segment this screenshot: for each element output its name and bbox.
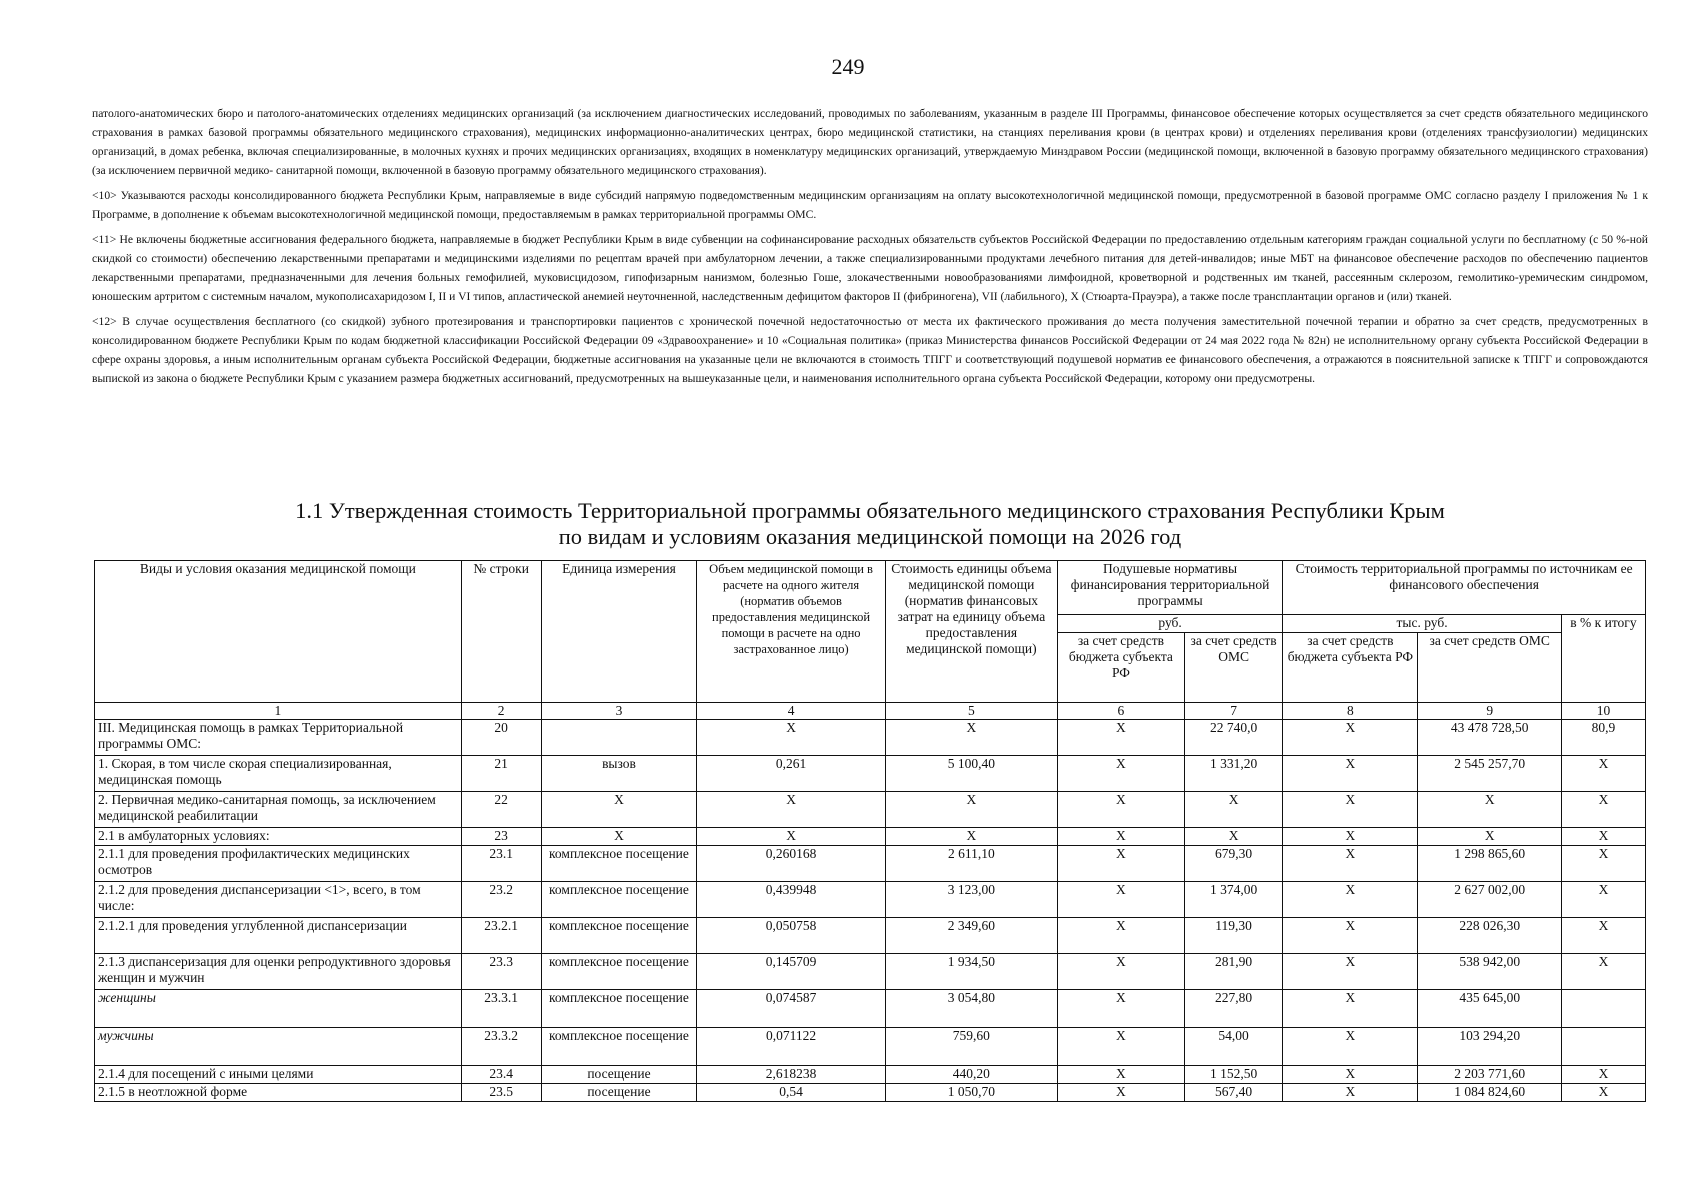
cell-unit: X (541, 792, 697, 828)
cell-cost: 3 123,00 (885, 882, 1057, 918)
cell-tp-oms: 103 294,20 (1418, 1028, 1561, 1066)
cell-pc-oms: 1 152,50 (1184, 1066, 1282, 1084)
cell-pc-oms: 22 740,0 (1184, 720, 1282, 756)
cell-unit: комплексное посещение (541, 918, 697, 954)
cell-volume: 0,050758 (697, 918, 885, 954)
page-number: 249 (831, 54, 865, 79)
cell-pct (1561, 990, 1645, 1028)
cell-cost: X (885, 828, 1057, 846)
cell-cost: X (885, 720, 1057, 756)
cell-tp-budget: X (1283, 846, 1418, 882)
cell-tp-oms: 1 298 865,60 (1418, 846, 1561, 882)
cell-volume: X (697, 720, 885, 756)
cell-volume: 0,54 (697, 1084, 885, 1102)
cell-unit: комплексное посещение (541, 882, 697, 918)
cell-name: 2.1.2.1 для проведения углубленной диспансеризации (95, 918, 462, 954)
column-number: 3 (541, 703, 697, 720)
footnote-12: <12> В случае осуществления бесплатного (со скидкой) зубного протезирования и транспортировки пациентов с хронической почечной недостаточностью от места их фактического проживания до места получения заместительной почечной терапии и обратно за счет средств, предусмотренных в консолидированном бюджете Республики Крым по кодам бюджетной классификации Российской Федерации 09 «Здравоохранение» и 10 «Социальная политика» (приказ Министерства финансов Российской Федерации от 24 мая 2022 года № 82н) не исполнительному органу субъекта Российской Федерации в сфере охраны здоровья, а иным исполнительным органам субъекта Российской Федерации, бюджетные ассигнования на указанные цели не включаются в стоимость ТПГГ и соответствующий подушевой норматив ее финансового обеспечения, а отражаются в пояснительной записке к ТПГГ и сопровождаются выпиской из закона о бюджете Республики Крым с указанием размера бюджетных ассигнований, предусмотренных на вышеуказанные цели, и наименования исполнительного органа субъекта Российской Федерации, которому они предусмотрены. (92, 315, 1648, 385)
cell-tp-oms: 2 203 771,60 (1418, 1066, 1561, 1084)
table-row (95, 1066, 1646, 1084)
cell-tp-oms: 228 026,30 (1418, 918, 1561, 954)
header-unit-cost: Стоимость единицы объема медицинской помощи (норматив финансовых затрат на единицу объема предоставления медицинской помощи) (885, 561, 1057, 703)
cell-pct: X (1561, 846, 1645, 882)
footnote-continuation: патолого-анатомических бюро и патолого-анатомических отделениях медицинских организаций (за исключением диагностических исследований, проводимых по заболеваниям, указанным в разделе III Программы, финансовое обеспечение которых осуществляется за счет средств обязательного медицинского страхования в рамках базовой программы обязательного медицинского страхования), медицинских информационно-аналитических центрах, бюро медицинской статистики, на станциях переливания крови (в центрах крови) и отделениях переливания крови (отделениях трансфузиологии) медицинских организаций, в домах ребенка, включая специализированные, в молочных кухнях и прочих медицинских организациях, входящих в номенклатуру медицинских организаций, утверждаемую Минздравом России (медицинской помощи, включенной в базовую программу обязательного медицинского страхования) (за исключением первичной медико- санитарной помощи, включенной в базовую программу обязательного медицинского страхования). (92, 107, 1648, 177)
cell-pct: X (1561, 954, 1645, 990)
cell-pc-budget: X (1057, 1028, 1184, 1066)
cost-table (94, 560, 1646, 1102)
table-row (95, 846, 1646, 882)
cell-name: 2.1.3 диспансеризация для оценки репродуктивного здоровья женщин и мужчин (95, 954, 462, 990)
cell-tp-oms: 435 645,00 (1418, 990, 1561, 1028)
column-number: 9 (1418, 703, 1561, 720)
cell-pc-budget: X (1057, 990, 1184, 1028)
cell-tp-budget: X (1283, 828, 1418, 846)
cell-volume: 2,618238 (697, 1066, 885, 1084)
cell-volume: 0,074587 (697, 990, 885, 1028)
column-number: 8 (1283, 703, 1418, 720)
table-row (95, 720, 1646, 756)
cell-row: 23.1 (461, 846, 541, 882)
cell-unit: комплексное посещение (541, 990, 697, 1028)
cell-row: 23.3.1 (461, 990, 541, 1028)
column-number: 6 (1057, 703, 1184, 720)
cell-row: 21 (461, 756, 541, 792)
cell-name: 1. Скорая, в том числе скорая специализированная, медицинская помощь (95, 756, 462, 792)
cell-pc-budget: X (1057, 828, 1184, 846)
column-number: 10 (1561, 703, 1645, 720)
cell-volume: 0,071122 (697, 1028, 885, 1066)
cell-name: 2. Первичная медико-санитарная помощь, за исключением медицинской реабилитации (95, 792, 462, 828)
column-number: 1 (95, 703, 462, 720)
cell-pc-oms: X (1184, 792, 1282, 828)
cell-pc-budget: X (1057, 756, 1184, 792)
cell-name: 2.1.5 в неотложной форме (95, 1084, 462, 1102)
cell-pc-oms: 567,40 (1184, 1084, 1282, 1102)
cell-cost: 2 349,60 (885, 918, 1057, 954)
cell-name: 2.1.4 для посещений с иными целями (95, 1066, 462, 1084)
cell-tp-budget: X (1283, 1066, 1418, 1084)
cell-tp-budget: X (1283, 1028, 1418, 1066)
table-row (95, 1084, 1646, 1102)
cell-tp-budget: X (1283, 882, 1418, 918)
table-row (95, 792, 1646, 828)
cell-unit: X (541, 828, 697, 846)
column-number: 2 (461, 703, 541, 720)
cell-unit: вызов (541, 756, 697, 792)
section-title (92, 498, 1648, 550)
cell-row: 23.3 (461, 954, 541, 990)
cell-unit (541, 720, 697, 756)
cell-pc-oms: 1 331,20 (1184, 756, 1282, 792)
cell-pc-oms: 227,80 (1184, 990, 1282, 1028)
section-title-line2: по видам и условиям оказания медицинской помощи на 2026 год (558, 524, 1182, 549)
cell-tp-budget: X (1283, 756, 1418, 792)
cell-unit: посещение (541, 1084, 697, 1102)
header-unit-rub: руб. (1057, 615, 1282, 633)
cell-pct: X (1561, 918, 1645, 954)
cell-name: женщины (95, 990, 462, 1028)
column-number: 7 (1184, 703, 1282, 720)
cell-cost: 440,20 (885, 1066, 1057, 1084)
cell-pc-budget: X (1057, 1084, 1184, 1102)
cell-row: 23.2 (461, 882, 541, 918)
cell-row: 22 (461, 792, 541, 828)
header-pc-oms: за счет средств ОМС (1184, 633, 1282, 703)
cell-name: 2.1.1 для проведения профилактических медицинских осмотров (95, 846, 462, 882)
cell-name: 2.1 в амбулаторных условиях: (95, 828, 462, 846)
cell-pct (1561, 1028, 1645, 1066)
cell-volume: X (697, 792, 885, 828)
cell-cost: 1 934,50 (885, 954, 1057, 990)
column-number: 5 (885, 703, 1057, 720)
cell-tp-budget: X (1283, 954, 1418, 990)
header-unit-thousand-rub: тыс. руб. (1283, 615, 1562, 633)
cell-tp-budget: X (1283, 1084, 1418, 1102)
cell-pc-budget: X (1057, 882, 1184, 918)
cell-pc-budget: X (1057, 954, 1184, 990)
header-unit: Единица измерения (541, 561, 697, 703)
cell-tp-oms: 2 627 002,00 (1418, 882, 1561, 918)
cell-cost: 2 611,10 (885, 846, 1057, 882)
cell-pc-oms: 679,30 (1184, 846, 1282, 882)
cell-pct: X (1561, 828, 1645, 846)
cell-pct: X (1561, 1066, 1645, 1084)
cell-pc-budget: X (1057, 918, 1184, 954)
cell-volume: 0,145709 (697, 954, 885, 990)
cell-pct: X (1561, 792, 1645, 828)
cell-row: 23.3.2 (461, 1028, 541, 1066)
cell-tp-budget: X (1283, 918, 1418, 954)
header-program-cost: Стоимость территориальной программы по источникам ее финансового обеспечения (1283, 561, 1646, 615)
cell-name: 2.1.2 для проведения диспансеризации <1>, всего, в том числе: (95, 882, 462, 918)
footnote-10: <10> Указываются расходы консолидированного бюджета Республики Крым, направляемые в виде субсидий напрямую подведомственным медицинским организациям на оплату высокотехнологичной медицинской помощи, предусмотренной в базовой программе ОМС согласно разделу I приложения № 1 к Программе, в дополнение к объемам высокотехнологичной медицинской помощи, предоставляемым в рамках территориальной программы ОМС. (92, 189, 1648, 221)
header-percent: в % к итогу (1561, 615, 1645, 703)
header-kind: Виды и условия оказания медицинской помощи (95, 561, 462, 703)
cell-tp-budget: X (1283, 720, 1418, 756)
cell-row: 20 (461, 720, 541, 756)
header-per-capita: Подушевые нормативы финансирования территориальной программы (1057, 561, 1282, 615)
table-row (95, 828, 1646, 846)
cell-tp-oms: X (1418, 828, 1561, 846)
cell-volume: 0,261 (697, 756, 885, 792)
header-tp-budget: за счет средств бюджета субъекта РФ (1283, 633, 1418, 703)
cell-pc-oms: 119,30 (1184, 918, 1282, 954)
cell-cost: X (885, 792, 1057, 828)
cell-pct: X (1561, 1084, 1645, 1102)
cell-tp-budget: X (1283, 792, 1418, 828)
cell-name: мужчины (95, 1028, 462, 1066)
header-pc-budget: за счет средств бюджета субъекта РФ (1057, 633, 1184, 703)
header-row-number: № строки (461, 561, 541, 703)
cell-tp-oms: 538 942,00 (1418, 954, 1561, 990)
cell-pct: X (1561, 882, 1645, 918)
cell-unit: комплексное посещение (541, 1028, 697, 1066)
cell-pc-oms: 281,90 (1184, 954, 1282, 990)
cell-cost: 3 054,80 (885, 990, 1057, 1028)
cell-cost: 759,60 (885, 1028, 1057, 1066)
cell-pc-oms: 1 374,00 (1184, 882, 1282, 918)
cell-unit: комплексное посещение (541, 954, 697, 990)
cell-tp-oms: X (1418, 792, 1561, 828)
cell-tp-oms: 2 545 257,70 (1418, 756, 1561, 792)
cell-pc-oms: X (1184, 828, 1282, 846)
cell-tp-oms: 1 084 824,60 (1418, 1084, 1561, 1102)
cell-name: III. Медицинская помощь в рамках Территориальной программы ОМС: (95, 720, 462, 756)
cell-cost: 1 050,70 (885, 1084, 1057, 1102)
cell-row: 23.4 (461, 1066, 541, 1084)
cell-volume: X (697, 828, 885, 846)
cell-pct: 80,9 (1561, 720, 1645, 756)
cell-unit: посещение (541, 1066, 697, 1084)
table-row (95, 954, 1646, 990)
table-row (95, 756, 1646, 792)
cell-pc-oms: 54,00 (1184, 1028, 1282, 1066)
cell-row: 23.5 (461, 1084, 541, 1102)
header-tp-oms: за счет средств ОМС (1418, 633, 1561, 703)
table-row (95, 990, 1646, 1028)
cell-volume: 0,260168 (697, 846, 885, 882)
cell-tp-budget: X (1283, 990, 1418, 1028)
table-row (95, 918, 1646, 954)
column-number: 4 (697, 703, 885, 720)
cell-volume: 0,439948 (697, 882, 885, 918)
header-volume: Объем медицинской помощи в расчете на одного жителя (норматив объемов предоставления медицинской помощи в расчете на одно застрахованное лицо) (697, 561, 885, 703)
section-title-line1: 1.1 Утвержденная стоимость Территориальной программы обязательного медицинского страхования Республики Крым (295, 498, 1445, 523)
cell-row: 23 (461, 828, 541, 846)
cell-pc-budget: X (1057, 846, 1184, 882)
cell-pc-budget: X (1057, 720, 1184, 756)
cell-tp-oms: 43 478 728,50 (1418, 720, 1561, 756)
table-row (95, 1028, 1646, 1066)
cell-pct: X (1561, 756, 1645, 792)
footnotes (92, 104, 1648, 394)
table-row (95, 882, 1646, 918)
footnote-11: <11> Не включены бюджетные ассигнования федерального бюджета, направляемые в бюджет Республики Крым в виде субвенции на софинансирование расходных обязательств субъектов Российской Федерации по предоставлению отдельным категориям граждан социальной услуги по бесплатному (с 50 %-ной скидкой со стоимости) обеспечению лекарственными препаратами и медицинскими изделиями по рецептам врачей при амбулаторном лечении, а также специализированными продуктами лечебного питания для детей-инвалидов; иные МБТ на финансовое обеспечение расходов по обеспечению пациентов лекарственными препаратами, предназначенными для лечения больных гемофилией, муковисцидозом, гипофизарным нанизмом, болезнью Гоше, злокачественными новообразованиями лимфоидной, кроветворной и родственных им тканей, рассеянным склерозом, гемолитико-уремическим синдромом, юношеским артритом с системным началом, мукополисахаридозом I, II и VI типов, апластической анемией неуточненной, наследственным дефицитом факторов II (фибриногена), VII (лабильного), X (Стюарта-Прауэра), а также после трансплантации органов и (или) тканей. (92, 233, 1648, 303)
cell-pc-budget: X (1057, 1066, 1184, 1084)
cell-pc-budget: X (1057, 792, 1184, 828)
cell-cost: 5 100,40 (885, 756, 1057, 792)
cell-row: 23.2.1 (461, 918, 541, 954)
cell-unit: комплексное посещение (541, 846, 697, 882)
